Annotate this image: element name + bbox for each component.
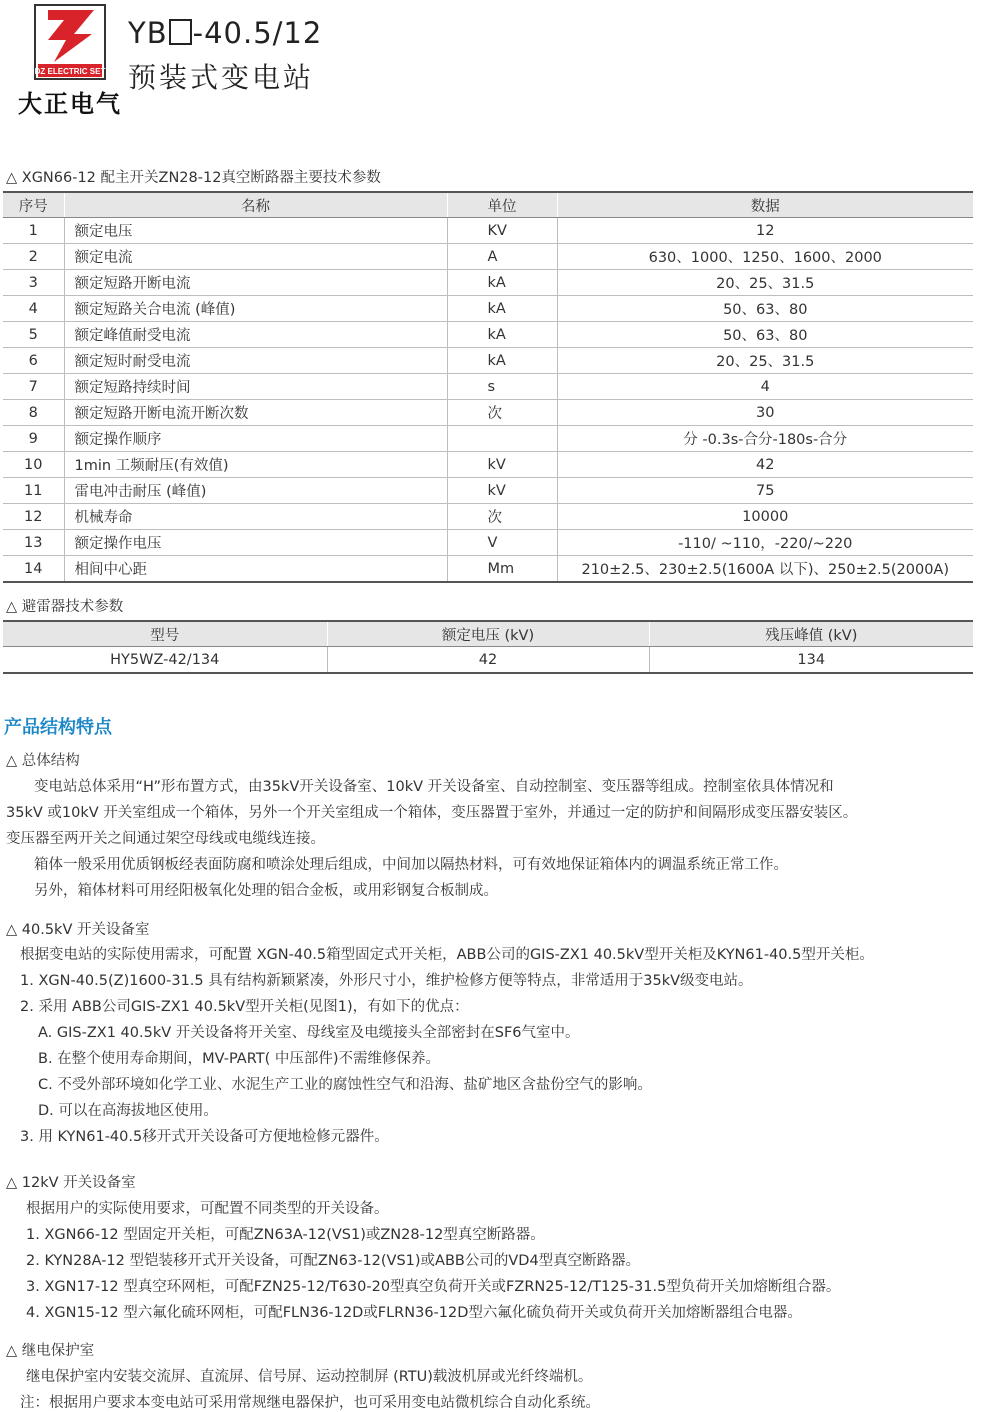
row-index: 8 (3, 400, 64, 426)
row-index: 4 (3, 296, 64, 322)
row-name: 额定电压 (64, 218, 447, 244)
col-header-data: 数据 (557, 192, 973, 218)
body-text-line: 变压器至两开关之间通过架空母线或电缆线连接。 (6, 831, 325, 847)
table-row (3, 322, 973, 348)
row-data: 20、25、31.5 (557, 348, 973, 374)
row-unit: kA (447, 296, 557, 322)
body-text-line: 根据变电站的实际使用需求，可配置 XGN-40.5箱型固定式开关柜，ABB公司的GIS-ZX1 40.5kV型开关柜及KYN61-40.5型开关柜。 (20, 947, 874, 963)
row-name: 1min 工频耐压(有效值) (64, 452, 447, 478)
row-index: 2 (3, 244, 64, 270)
row-unit: KV (447, 218, 557, 244)
row-rated-voltage: 42 (327, 647, 649, 674)
row-data: 630、1000、1250、1600、2000 (557, 244, 973, 270)
product-title: 预装式变电站 (128, 61, 315, 94)
row-unit: kA (447, 270, 557, 296)
table-row (3, 244, 973, 270)
body-text-line: 3. 用 KYN61-40.5移开式开关设备可方便地检修元器件。 (20, 1129, 389, 1145)
body-text-line: 4. XGN15-12 型六氟化硫环网柜，可配FLN36-12D或FLRN36-12D型六氟化硫负荷开关或负荷开关加熔断器组合电器。 (26, 1305, 802, 1321)
arrester-spec-table (3, 620, 973, 674)
table-row (3, 530, 973, 556)
model-number (128, 16, 322, 50)
table-row (3, 478, 973, 504)
model-prefix: YB (128, 16, 168, 50)
logo-mark-text: DZ ELECTRIC SET (34, 67, 106, 76)
row-unit: 次 (447, 400, 557, 426)
table-row (3, 296, 973, 322)
body-text-line: 根据用户的实际使用要求，可配置不同类型的开关设备。 (26, 1201, 389, 1217)
row-data: 4 (557, 374, 973, 400)
subsection-title: △ 总体结构 (6, 753, 80, 769)
row-name: 额定短路关合电流 (峰值) (64, 296, 447, 322)
body-text-line: 1. XGN-40.5(Z)1600-31.5 具有结构新颖紧凑，外形尺寸小，维护检修方便等特点，非常适用于35kV级变电站。 (20, 973, 753, 989)
row-data: 12 (557, 218, 973, 244)
subsection-title: △ 40.5kV 开关设备室 (6, 922, 150, 938)
model-placeholder-box (169, 19, 192, 45)
row-name: 额定短路开断电流 (64, 270, 447, 296)
row-data: 10000 (557, 504, 973, 530)
col-header-index: 序号 (3, 192, 64, 218)
row-data: 75 (557, 478, 973, 504)
row-name: 额定峰值耐受电流 (64, 322, 447, 348)
body-text-line: 1. XGN66-12 型固定开关柜，可配ZN63A-12(VS1)或ZN28-12型真空断路器。 (26, 1227, 545, 1243)
row-unit (447, 426, 557, 452)
company-logo (34, 4, 106, 80)
body-text-line: C. 不受外部环境如化学工业、水泥生产工业的腐蚀性空气和沿海、盐矿地区含盐份空气的影响。 (38, 1077, 652, 1093)
table-header-row (3, 192, 973, 218)
table-row (3, 270, 973, 296)
row-index: 3 (3, 270, 64, 296)
row-unit: Mm (447, 556, 557, 583)
circuit-breaker-spec-table (3, 191, 973, 583)
body-text-line: 变电站总体采用“H”形布置方式，由35kV开关设备室、10kV 开关设备室、自动控制室、变压器等组成。控制室依具体情况和 (34, 779, 834, 795)
row-name: 雷电冲击耐压 (峰值) (64, 478, 447, 504)
subsection-title: △ 继电保护室 (6, 1343, 95, 1359)
row-index: 7 (3, 374, 64, 400)
table-row (3, 400, 973, 426)
row-index: 5 (3, 322, 64, 348)
row-index: 1 (3, 218, 64, 244)
body-text-line: 2. KYN28A-12 型铠装移开式开关设备，可配ZN63-12(VS1)或ABB公司的VD4型真空断路器。 (26, 1253, 641, 1269)
row-name: 额定操作顺序 (64, 426, 447, 452)
row-data: -110/ ~110，-220/~220 (557, 530, 973, 556)
body-text-line: 箱体一般采用优质钢板经表面防腐和喷涂处理后组成，中间加以隔热材料，可有效地保证箱体内的调温系统正常工作。 (34, 857, 788, 873)
table-row (3, 452, 973, 478)
row-index: 13 (3, 530, 64, 556)
row-name: 额定短路开断电流开断次数 (64, 400, 447, 426)
col-header-model: 型号 (3, 621, 327, 647)
table-row (3, 556, 973, 583)
features-heading: 产品结构特点 (4, 717, 112, 738)
row-index: 14 (3, 556, 64, 583)
body-text-line: 2. 采用 ABB公司GIS-ZX1 40.5kV型开关柜(见图1)，有如下的优点： (20, 999, 469, 1015)
row-name: 相间中心距 (64, 556, 447, 583)
row-data: 20、25、31.5 (557, 270, 973, 296)
row-index: 12 (3, 504, 64, 530)
row-index: 10 (3, 452, 64, 478)
row-name: 额定短路持续时间 (64, 374, 447, 400)
row-data: 42 (557, 452, 973, 478)
row-residual-voltage: 134 (649, 647, 973, 674)
body-text-line: 注：根据用户要求本变电站可采用常规继电器保护，也可采用变电站微机综合自动化系统。 (20, 1395, 600, 1411)
row-unit: kA (447, 322, 557, 348)
row-unit: A (447, 244, 557, 270)
row-unit: V (447, 530, 557, 556)
company-name: 大正电气 (18, 90, 122, 118)
row-index: 6 (3, 348, 64, 374)
row-unit: kV (447, 452, 557, 478)
table2-caption: △ 避雷器技术参数 (6, 599, 124, 615)
body-text-line: A. GIS-ZX1 40.5kV 开关设备将开关室、母线室及电缆接头全部密封在SF6气室中。 (38, 1025, 580, 1041)
row-data: 210±2.5、230±2.5(1600A 以下)、250±2.5(2000A) (557, 556, 973, 583)
row-index: 11 (3, 478, 64, 504)
body-text-line: D. 可以在高海拔地区使用。 (38, 1103, 218, 1119)
row-data: 30 (557, 400, 973, 426)
table-row (3, 348, 973, 374)
body-text-line: 继电保护室内安装交流屏、直流屏、信号屏、运动控制屏 (RTU)载波机屏或光纤终端机。 (26, 1369, 593, 1385)
row-data: 分 -0.3s-合分-180s-合分 (557, 426, 973, 452)
page-header (0, 0, 1000, 130)
lightning-logo-icon (34, 4, 106, 80)
table-row (3, 426, 973, 452)
col-header-residual-voltage: 残压峰值 (kV) (649, 621, 973, 647)
col-header-unit: 单位 (447, 192, 557, 218)
row-name: 额定操作电压 (64, 530, 447, 556)
row-name: 额定短时耐受电流 (64, 348, 447, 374)
row-data: 50、63、80 (557, 296, 973, 322)
row-unit: kV (447, 478, 557, 504)
row-unit: kA (447, 348, 557, 374)
subsection-title: △ 12kV 开关设备室 (6, 1175, 136, 1191)
row-index: 9 (3, 426, 64, 452)
row-name: 额定电流 (64, 244, 447, 270)
row-name: 机械寿命 (64, 504, 447, 530)
row-model: HY5WZ-42/134 (3, 647, 327, 674)
table-row (3, 374, 973, 400)
body-text-line: 另外，箱体材料可用经阳极氧化处理的铝合金板，或用彩钢复合板制成。 (34, 883, 498, 899)
col-header-name: 名称 (64, 192, 447, 218)
body-text-line: 35kV 或10kV 开关室组成一个箱体，另外一个开关室组成一个箱体，变压器置于室外，并通过一定的防护和间隔形成变压器安装区。 (6, 805, 858, 821)
body-text-line: 3. XGN17-12 型真空环网柜，可配FZN25-12/T630-20型真空负荷开关或FZRN25-12/T125-31.5型负荷开关加熔断组合器。 (26, 1279, 841, 1295)
body-text-line: B. 在整个使用寿命期间，MV-PART( 中压部件)不需维修保养。 (38, 1051, 441, 1067)
table-header-row (3, 621, 973, 647)
table-row (3, 218, 973, 244)
table-row (3, 647, 973, 674)
row-data: 50、63、80 (557, 322, 973, 348)
table-row (3, 504, 973, 530)
col-header-rated-voltage: 额定电压 (kV) (327, 621, 649, 647)
model-suffix: -40.5/12 (192, 16, 323, 50)
table1-caption: △ XGN66-12 配主开关ZN28-12真空断路器主要技术参数 (6, 170, 381, 186)
row-unit: s (447, 374, 557, 400)
row-unit: 次 (447, 504, 557, 530)
